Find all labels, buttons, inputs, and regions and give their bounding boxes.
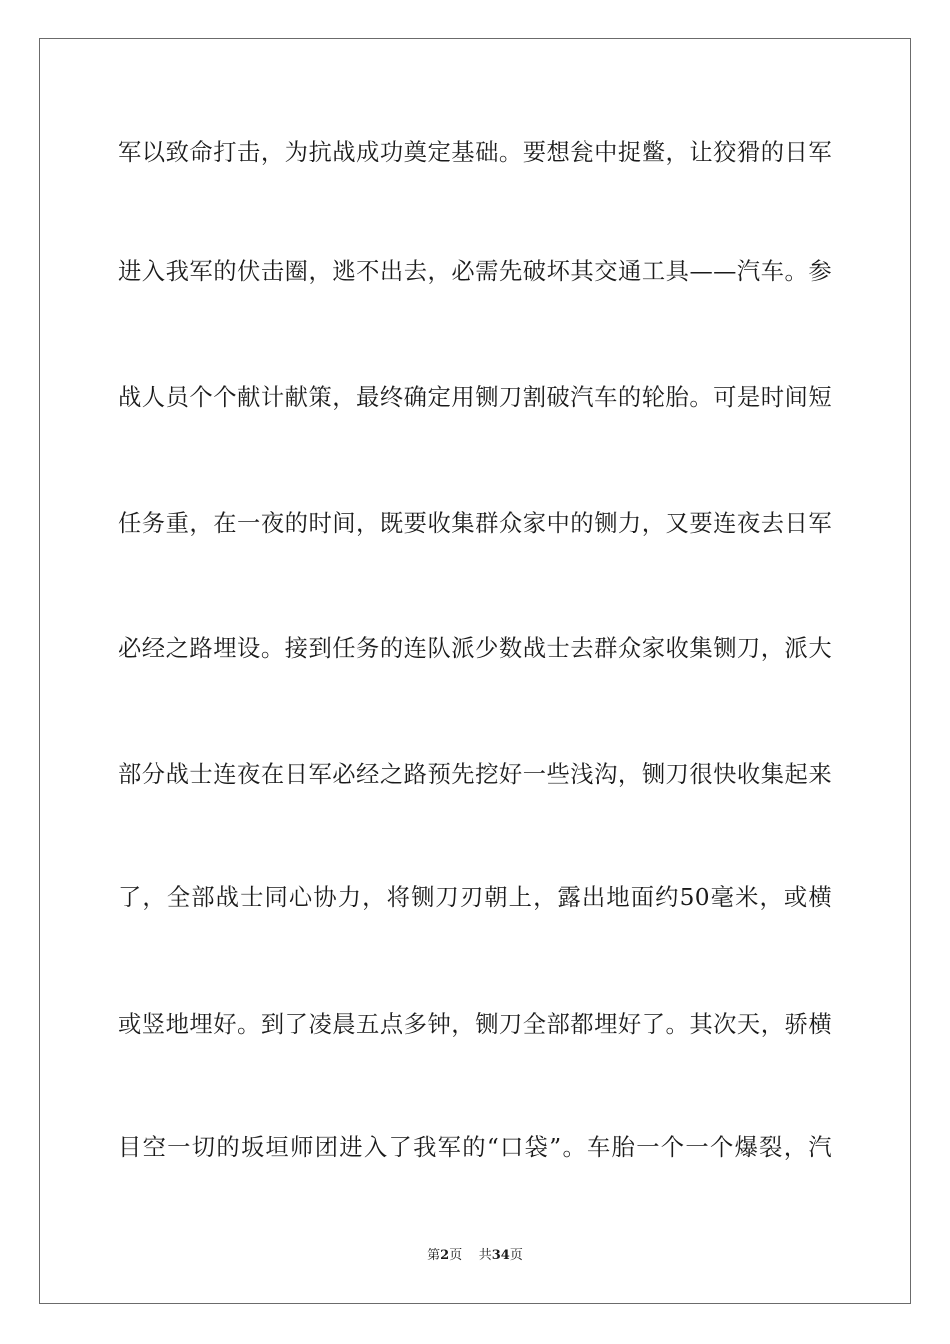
total-pages: 34 [491,1248,510,1263]
paragraph-line: 了，全部战士同心协力，将铡刀刃朝上，露出地面约50毫米，或横 [118,884,832,911]
paragraph-line: 战人员个个献计献策，最终确定用铡刀割破汽车的轮胎。可是时间短 [118,384,832,411]
page-prefix: 第 [427,1248,441,1263]
document-body [118,0,832,1304]
page-number: 2 [440,1248,450,1263]
paragraph-line: 任务重，在一夜的时间，既要收集群众家中的铡力，又要连夜去日军 [118,510,832,537]
page-footer [0,1247,950,1265]
paragraph-line: 军以致命打击，为抗战成功奠定基础。要想瓮中捉鳖，让狡猾的日军 [118,139,832,166]
total-prefix: 共 [478,1248,492,1263]
paragraph-line: 进入我军的伏击圈，逃不出去，必需先破坏其交通工具——汽车。参 [118,258,832,285]
footer-gap [462,1248,479,1263]
page-suffix: 页 [449,1248,463,1263]
paragraph-line: 必经之路埋设。接到任务的连队派少数战士去群众家收集铡刀，派大 [118,635,832,662]
paragraph-line: 或竖地埋好。到了凌晨五点多钟，铡刀全部都埋好了。其次天，骄横 [118,1011,832,1038]
paragraph-line: 目空一切的坂垣师团进入了我军的“口袋”。车胎一个一个爆裂，汽 [118,1134,832,1161]
total-suffix: 页 [509,1248,523,1263]
paragraph-line: 部分战士连夜在日军必经之路预先挖好一些浅沟，铡刀很快收集起来 [118,761,832,788]
